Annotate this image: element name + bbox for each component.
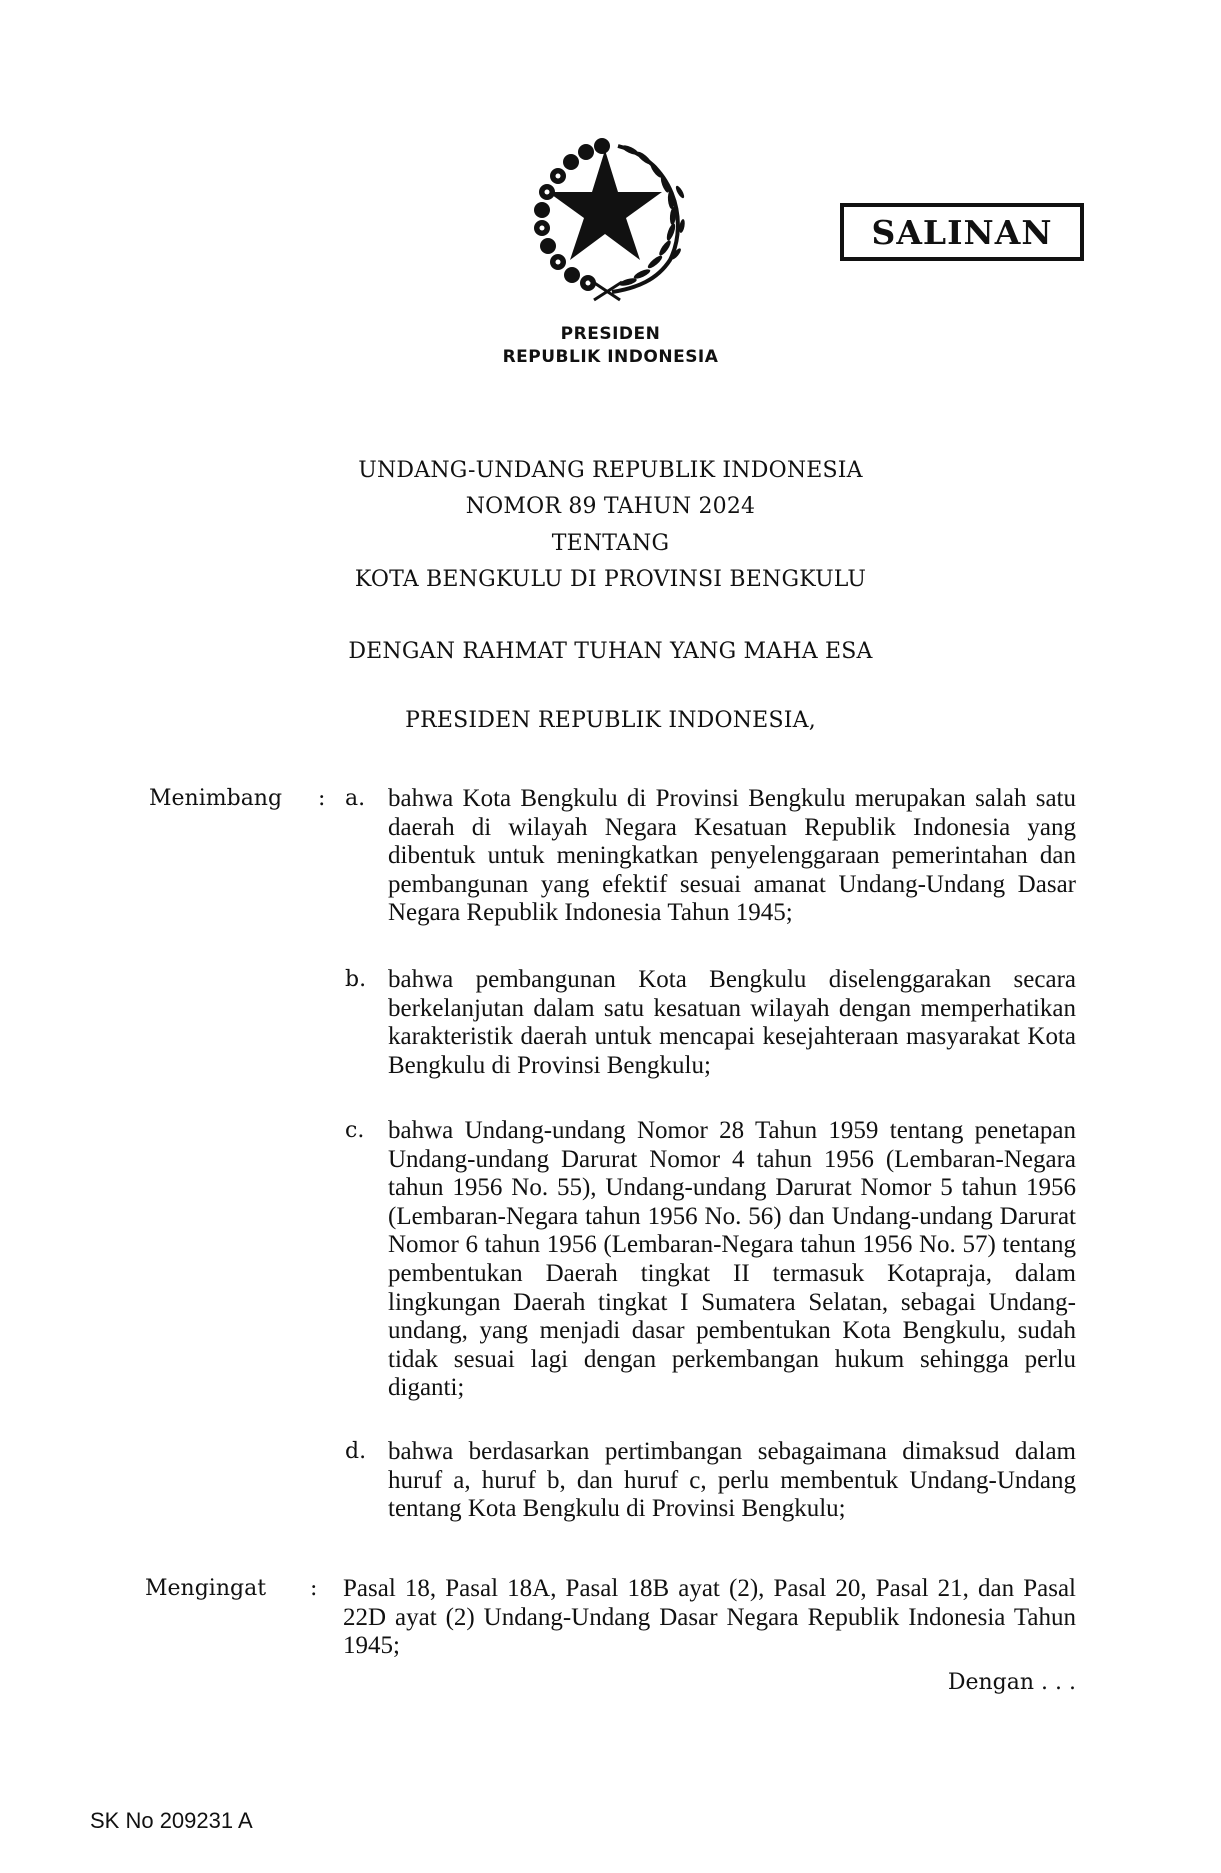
preamble-issuer: PRESIDEN REPUBLIK INDONESIA, [405,708,816,733]
title-number-year: NOMOR 89 TAHUN 2024 [465,494,756,519]
title-tentang: TENTANG [551,531,670,556]
mengingat-colon: : [310,1576,318,1601]
menimbang-item-a-text: bahwa Kota Bengkulu di Provinsi Bengkulu merupakan salah satu daerah di wilayah Negara Kesatuan Republik Indonesia yang dibentuk untuk meningkatkan penyelenggaraan pemerintahan dan pembangunan yang efektif sesuai amanat Undang-Undang Dasar Negara Republik Indonesia Tahun 1945; [388,785,1076,927]
page-continuation: Dengan . . . [947,1670,1076,1695]
menimbang-item-b-letter: b. [345,967,367,992]
mengingat-label: Mengingat [145,1576,267,1601]
preamble-invocation: DENGAN RAHMAT TUHAN YANG MAHA ESA [348,639,873,664]
office-line-republik: REPUBLIK INDONESIA [502,347,719,367]
footer-reference-number: SK No 209231 A [90,1808,253,1833]
menimbang-item-a-letter: a. [345,786,366,811]
menimbang-item-c-letter: c. [345,1118,365,1143]
salinan-label: SALINAN [871,212,1053,252]
menimbang-item-b-text: bahwa pembangunan Kota Bengkulu diselenggarakan secara berkelanjutan dalam satu kesatuan wilayah dengan memperhatikan karakteristik daerah untuk mencapai kesejahteraan masyarakat Kota Bengkulu di Provinsi Bengkulu; [388,966,1076,1079]
menimbang-colon: : [318,786,326,811]
title-law-type: UNDANG-UNDANG REPUBLIK INDONESIA [358,458,863,483]
office-heading [0,323,1221,369]
menimbang-label: Menimbang [149,786,283,811]
presidential-emblem-icon [522,130,692,302]
salinan-stamp [840,203,1084,261]
menimbang-item-d-text: bahwa berdasarkan pertimbangan sebagaimana dimaksud dalam huruf a, huruf b, dan huruf c, perlu membentuk Undang-Undang tentang Kota Bengkulu di Provinsi Bengkulu; [388,1438,1076,1523]
title-subject: KOTA BENGKULU DI PROVINSI BENGKULU [354,567,867,592]
menimbang-item-c-text: bahwa Undang-undang Nomor 28 Tahun 1959 tentang penetapan Undang-undang Darurat Nomor 4 tahun 1956 (Lembaran-Negara tahun 1956 No. 55), Undang-undang Darurat Nomor 5 tahun 1956 (Lembaran-Negara tahun 1956 No. 56) dan Undang-undang Darurat Nomor 6 tahun 1956 (Lembaran-Negara tahun 1956 No. 57) tentang pembentukan Daerah tingkat II termasuk Kotapraja, dalam lingkungan Daerah tingkat I Sumatera Selatan, sebagai Undang-undang, yang menjadi dasar pembentukan Kota Bengkulu, sudah tidak sesuai lagi dengan perkembangan hukum sehingga perlu diganti; [388,1117,1076,1402]
mengingat-text: Pasal 18, Pasal 18A, Pasal 18B ayat (2), Pasal 20, Pasal 21, dan Pasal 22D ayat (2) Undang-Undang Dasar Negara Republik Indonesia Tahun 1945; [343,1575,1076,1660]
menimbang-item-d-letter: d. [345,1439,367,1464]
office-line-presiden: PRESIDEN [560,324,661,344]
